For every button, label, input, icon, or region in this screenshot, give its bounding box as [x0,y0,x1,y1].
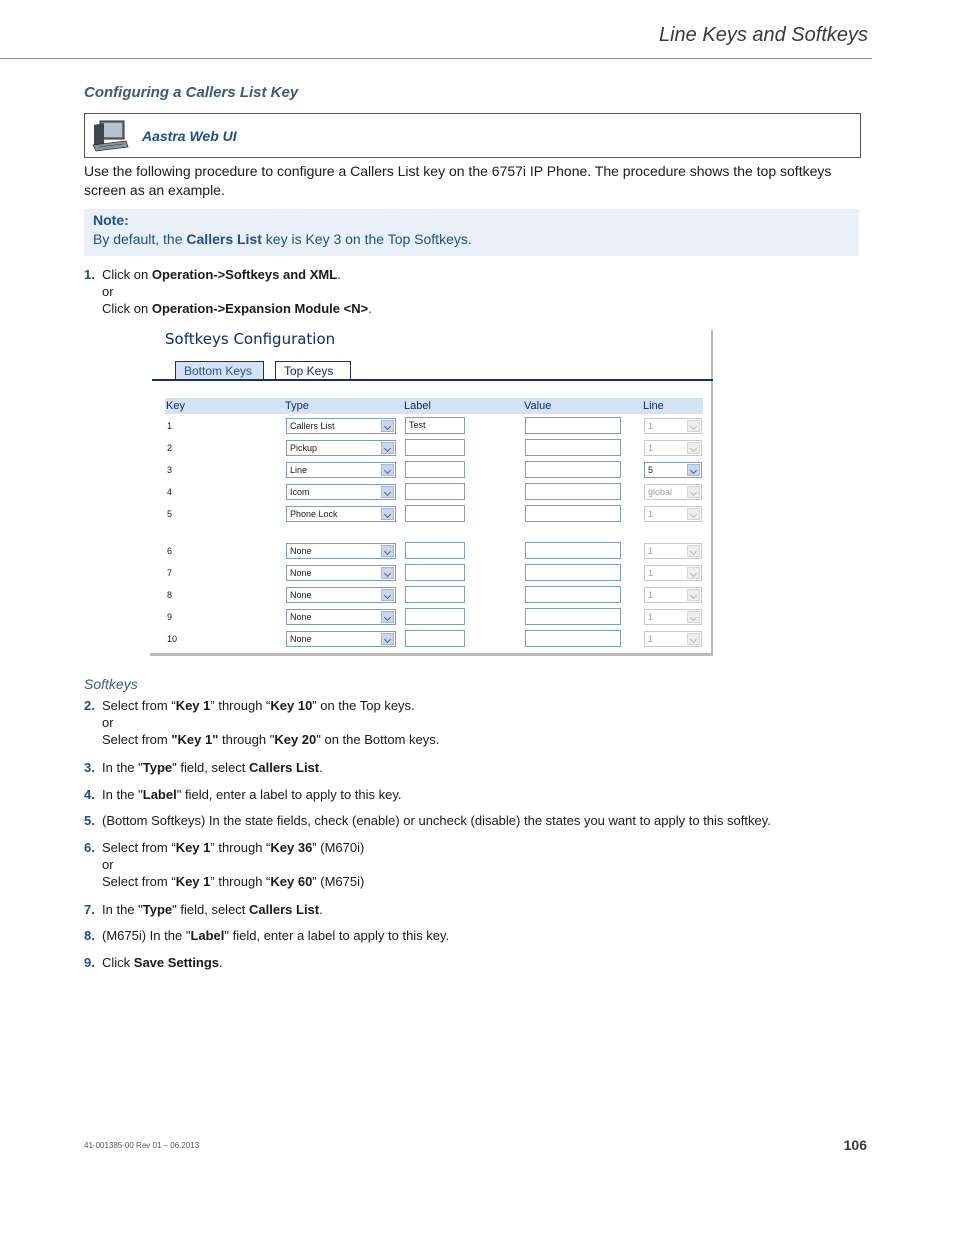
chevron-down-icon [381,464,394,476]
header-rule [0,58,872,59]
footer-doc-id: 41-001385-00 Rev 01 – 06.2013 [84,1141,200,1150]
value-input[interactable] [525,505,621,522]
line-select: 1 [644,506,702,522]
line-select: 1 [644,565,702,581]
screenshot-title: Softkeys Configuration [165,330,336,348]
row-key: 9 [167,612,173,622]
step-number: 1. [84,267,95,282]
step-line: Select from “Key 1” through “Key 60” (M675i) [102,874,365,889]
value-input[interactable] [525,630,621,647]
line-select: 1 [644,631,702,647]
note-text: By default, the Callers List key is Key 3 on the Top Softkeys. [93,231,472,247]
row-key: 4 [167,487,173,497]
step-or: or [102,857,114,872]
note-box [84,209,859,256]
type-select[interactable]: None [286,565,396,581]
chevron-down-icon [687,508,700,520]
chevron-down-icon [687,486,700,498]
column-header-label: Label [403,398,523,414]
chevron-down-icon [381,486,394,498]
table-row [150,417,710,435]
line-select[interactable]: 5 [644,462,702,478]
value-input[interactable] [525,461,621,478]
softkeys-configuration-screenshot [150,330,713,656]
table-row [150,564,710,582]
label-input[interactable] [405,461,465,478]
line-select: 1 [644,587,702,603]
label-input[interactable] [405,439,465,456]
section-title: Configuring a Callers List Key [84,84,299,101]
chevron-down-icon [381,420,394,432]
chevron-down-icon [687,567,700,579]
value-input[interactable] [525,608,621,625]
table-row [150,505,710,523]
computer-icon [90,119,130,153]
line-select: global [644,484,702,500]
chevron-down-icon [381,545,394,557]
label-input[interactable] [405,483,465,500]
label-input[interactable] [405,630,465,647]
chevron-down-icon [381,508,394,520]
label-input[interactable] [405,542,465,559]
intro-paragraph: Use the following procedure to configure a Callers List key on the 6757i IP Phone. The procedure shows the top softkeys screen as an example. [84,163,832,198]
line-select: 1 [644,440,702,456]
step-number: 4. [84,787,95,802]
web-ui-callout [84,113,861,158]
step-line: Click Save Settings. [102,955,223,970]
line-select: 1 [644,418,702,434]
line-select: 1 [644,543,702,559]
label-input[interactable] [405,505,465,522]
step-line: In the "Type" field, select Callers List. [102,760,323,775]
type-select[interactable]: None [286,631,396,647]
step-number: 3. [84,760,95,775]
column-header-line: Line [642,398,703,414]
step-line: (M675i) In the "Label" field, enter a label to apply to this key. [102,928,450,943]
table-row [150,439,710,457]
row-key: 6 [167,546,173,556]
note-title: Note: [93,212,129,228]
label-input[interactable]: Test [405,417,465,434]
step-number: 8. [84,928,95,943]
table-row [150,630,710,648]
tab-bottom-keys[interactable]: Bottom Keys [175,361,264,380]
chevron-down-icon [381,633,394,645]
step-line: Click on Operation->Expansion Module <N>. [102,301,372,316]
row-key: 2 [167,443,173,453]
step-number: 7. [84,902,95,917]
tab-rule [152,379,713,381]
step-number: 5. [84,813,95,828]
type-select[interactable]: None [286,543,396,559]
type-select[interactable]: Line [286,462,396,478]
column-header-key: Key [165,398,284,414]
step-line: Select from “Key 1” through “Key 36” (M670i) [102,840,365,855]
step-line: Click on Operation->Softkeys and XML. [102,267,341,282]
type-select[interactable]: Pickup [286,440,396,456]
chevron-down-icon [687,589,700,601]
page-number: 106 [843,1137,867,1153]
step-number: 6. [84,840,95,855]
chevron-down-icon [687,420,700,432]
chevron-down-icon [381,442,394,454]
step-number: 9. [84,955,95,970]
type-select[interactable]: None [286,609,396,625]
label-input[interactable] [405,608,465,625]
value-input[interactable] [525,439,621,456]
table-row [150,461,710,479]
tab-top-keys[interactable]: Top Keys [275,361,351,380]
value-input[interactable] [525,483,621,500]
row-key: 5 [167,509,173,519]
step-line: Select from “Key 1” through “Key 10” on the Top keys. [102,698,415,713]
value-input[interactable] [525,586,621,603]
chevron-down-icon [687,545,700,557]
type-select[interactable]: Callers List [286,418,396,434]
value-input[interactable] [525,417,621,434]
step-line: (Bottom Softkeys) In the state fields, check (enable) or uncheck (disable) the states you want to apply to this softkey. [102,813,771,828]
row-key: 10 [167,634,178,644]
row-key: 8 [167,590,173,600]
value-input[interactable] [525,564,621,581]
chevron-down-icon [687,442,700,454]
softkeys-heading: Softkeys [84,676,138,692]
step-or: or [102,715,114,730]
chevron-down-icon [687,464,700,476]
chevron-down-icon [381,567,394,579]
table-row [150,483,710,501]
type-select[interactable]: Icom [286,484,396,500]
step-line: In the "Label" field, enter a label to apply to this key. [102,787,402,802]
step-line: In the "Type" field, select Callers List. [102,902,323,917]
page-header-title: Line Keys and Softkeys [658,24,868,46]
chevron-down-icon [687,611,700,623]
table-row [150,608,710,626]
value-input[interactable] [525,542,621,559]
type-select[interactable]: None [286,587,396,603]
column-header-type: Type [284,398,403,414]
chevron-down-icon [381,589,394,601]
line-select: 1 [644,609,702,625]
row-key: 7 [167,568,173,578]
chevron-down-icon [381,611,394,623]
label-input[interactable] [405,564,465,581]
row-key: 3 [167,465,173,475]
chevron-down-icon [687,633,700,645]
column-header-value: Value [523,398,642,414]
web-ui-label: Aastra Web UI [142,127,237,144]
table-row [150,542,710,560]
label-input[interactable] [405,586,465,603]
type-select[interactable]: Phone Lock [286,506,396,522]
step-line: Select from "Key 1" through "Key 20" on the Bottom keys. [102,732,440,747]
row-key: 1 [167,421,173,431]
step-or: or [102,284,114,299]
table-row [150,586,710,604]
step-number: 2. [84,698,95,713]
